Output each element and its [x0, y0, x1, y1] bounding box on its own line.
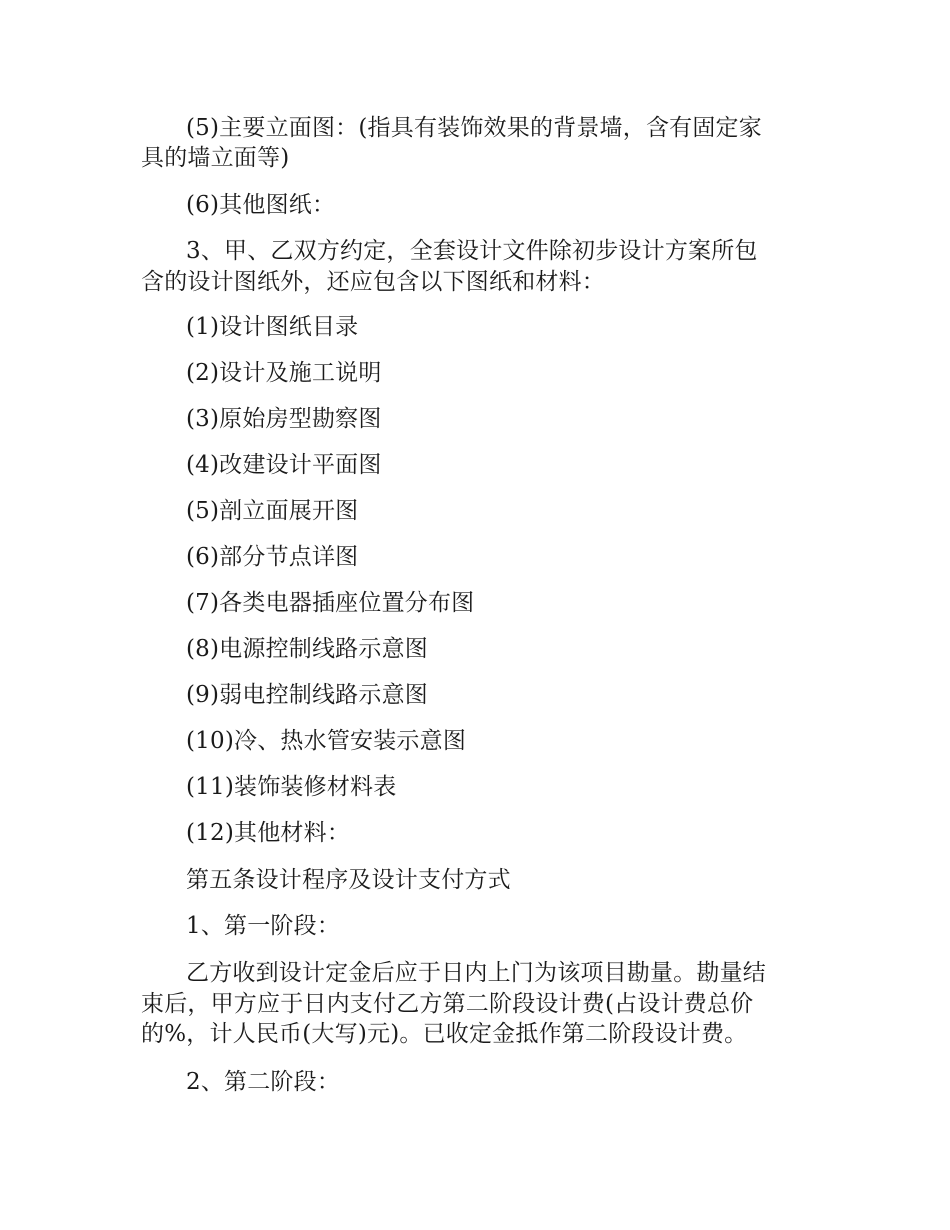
list-item: (9)弱电控制线路示意图: [186, 682, 428, 708]
list-item: (10)冷、热水管安装示意图: [186, 728, 467, 754]
paragraph-line: 乙方收到设计定金后应于日内上门为该项目勘量。勘量结: [186, 960, 766, 986]
list-item: (12)其他材料：: [186, 820, 351, 846]
list-item: (1)设计图纸目录: [186, 314, 359, 340]
list-item: (7)各类电器插座位置分布图: [186, 590, 475, 616]
list-item: (3)原始房型勘察图: [186, 406, 382, 432]
list-item: (2)设计及施工说明: [186, 360, 382, 386]
list-item: (6)部分节点详图: [186, 544, 359, 570]
paragraph-line: (6)其他图纸：: [186, 192, 336, 218]
section-heading: 第五条设计程序及设计支付方式: [186, 867, 511, 893]
paragraph-line: 含的设计图纸外，还应包含以下图纸和材料：: [141, 269, 605, 295]
paragraph-line: (5)主要立面图：(指具有装饰效果的背景墙，含有固定家: [186, 115, 762, 141]
stage-heading: 2、第二阶段：: [186, 1069, 341, 1095]
paragraph-line: 的%，计人民币(大写)元)。已收定金抵作第二阶段设计费。: [141, 1021, 748, 1047]
list-item: (11)装饰装修材料表: [186, 774, 397, 800]
paragraph-line: 3、甲、乙双方约定，全套设计文件除初步设计方案所包: [186, 238, 758, 264]
list-item: (4)改建设计平面图: [186, 452, 382, 478]
stage-heading: 1、第一阶段：: [186, 913, 341, 939]
list-item: (8)电源控制线路示意图: [186, 636, 428, 662]
list-item: (5)剖立面展开图: [186, 498, 359, 524]
paragraph-line: 束后，甲方应于日内支付乙方第二阶段设计费(占设计费总价: [141, 991, 754, 1017]
paragraph-line: 具的墙立面等): [141, 145, 290, 171]
